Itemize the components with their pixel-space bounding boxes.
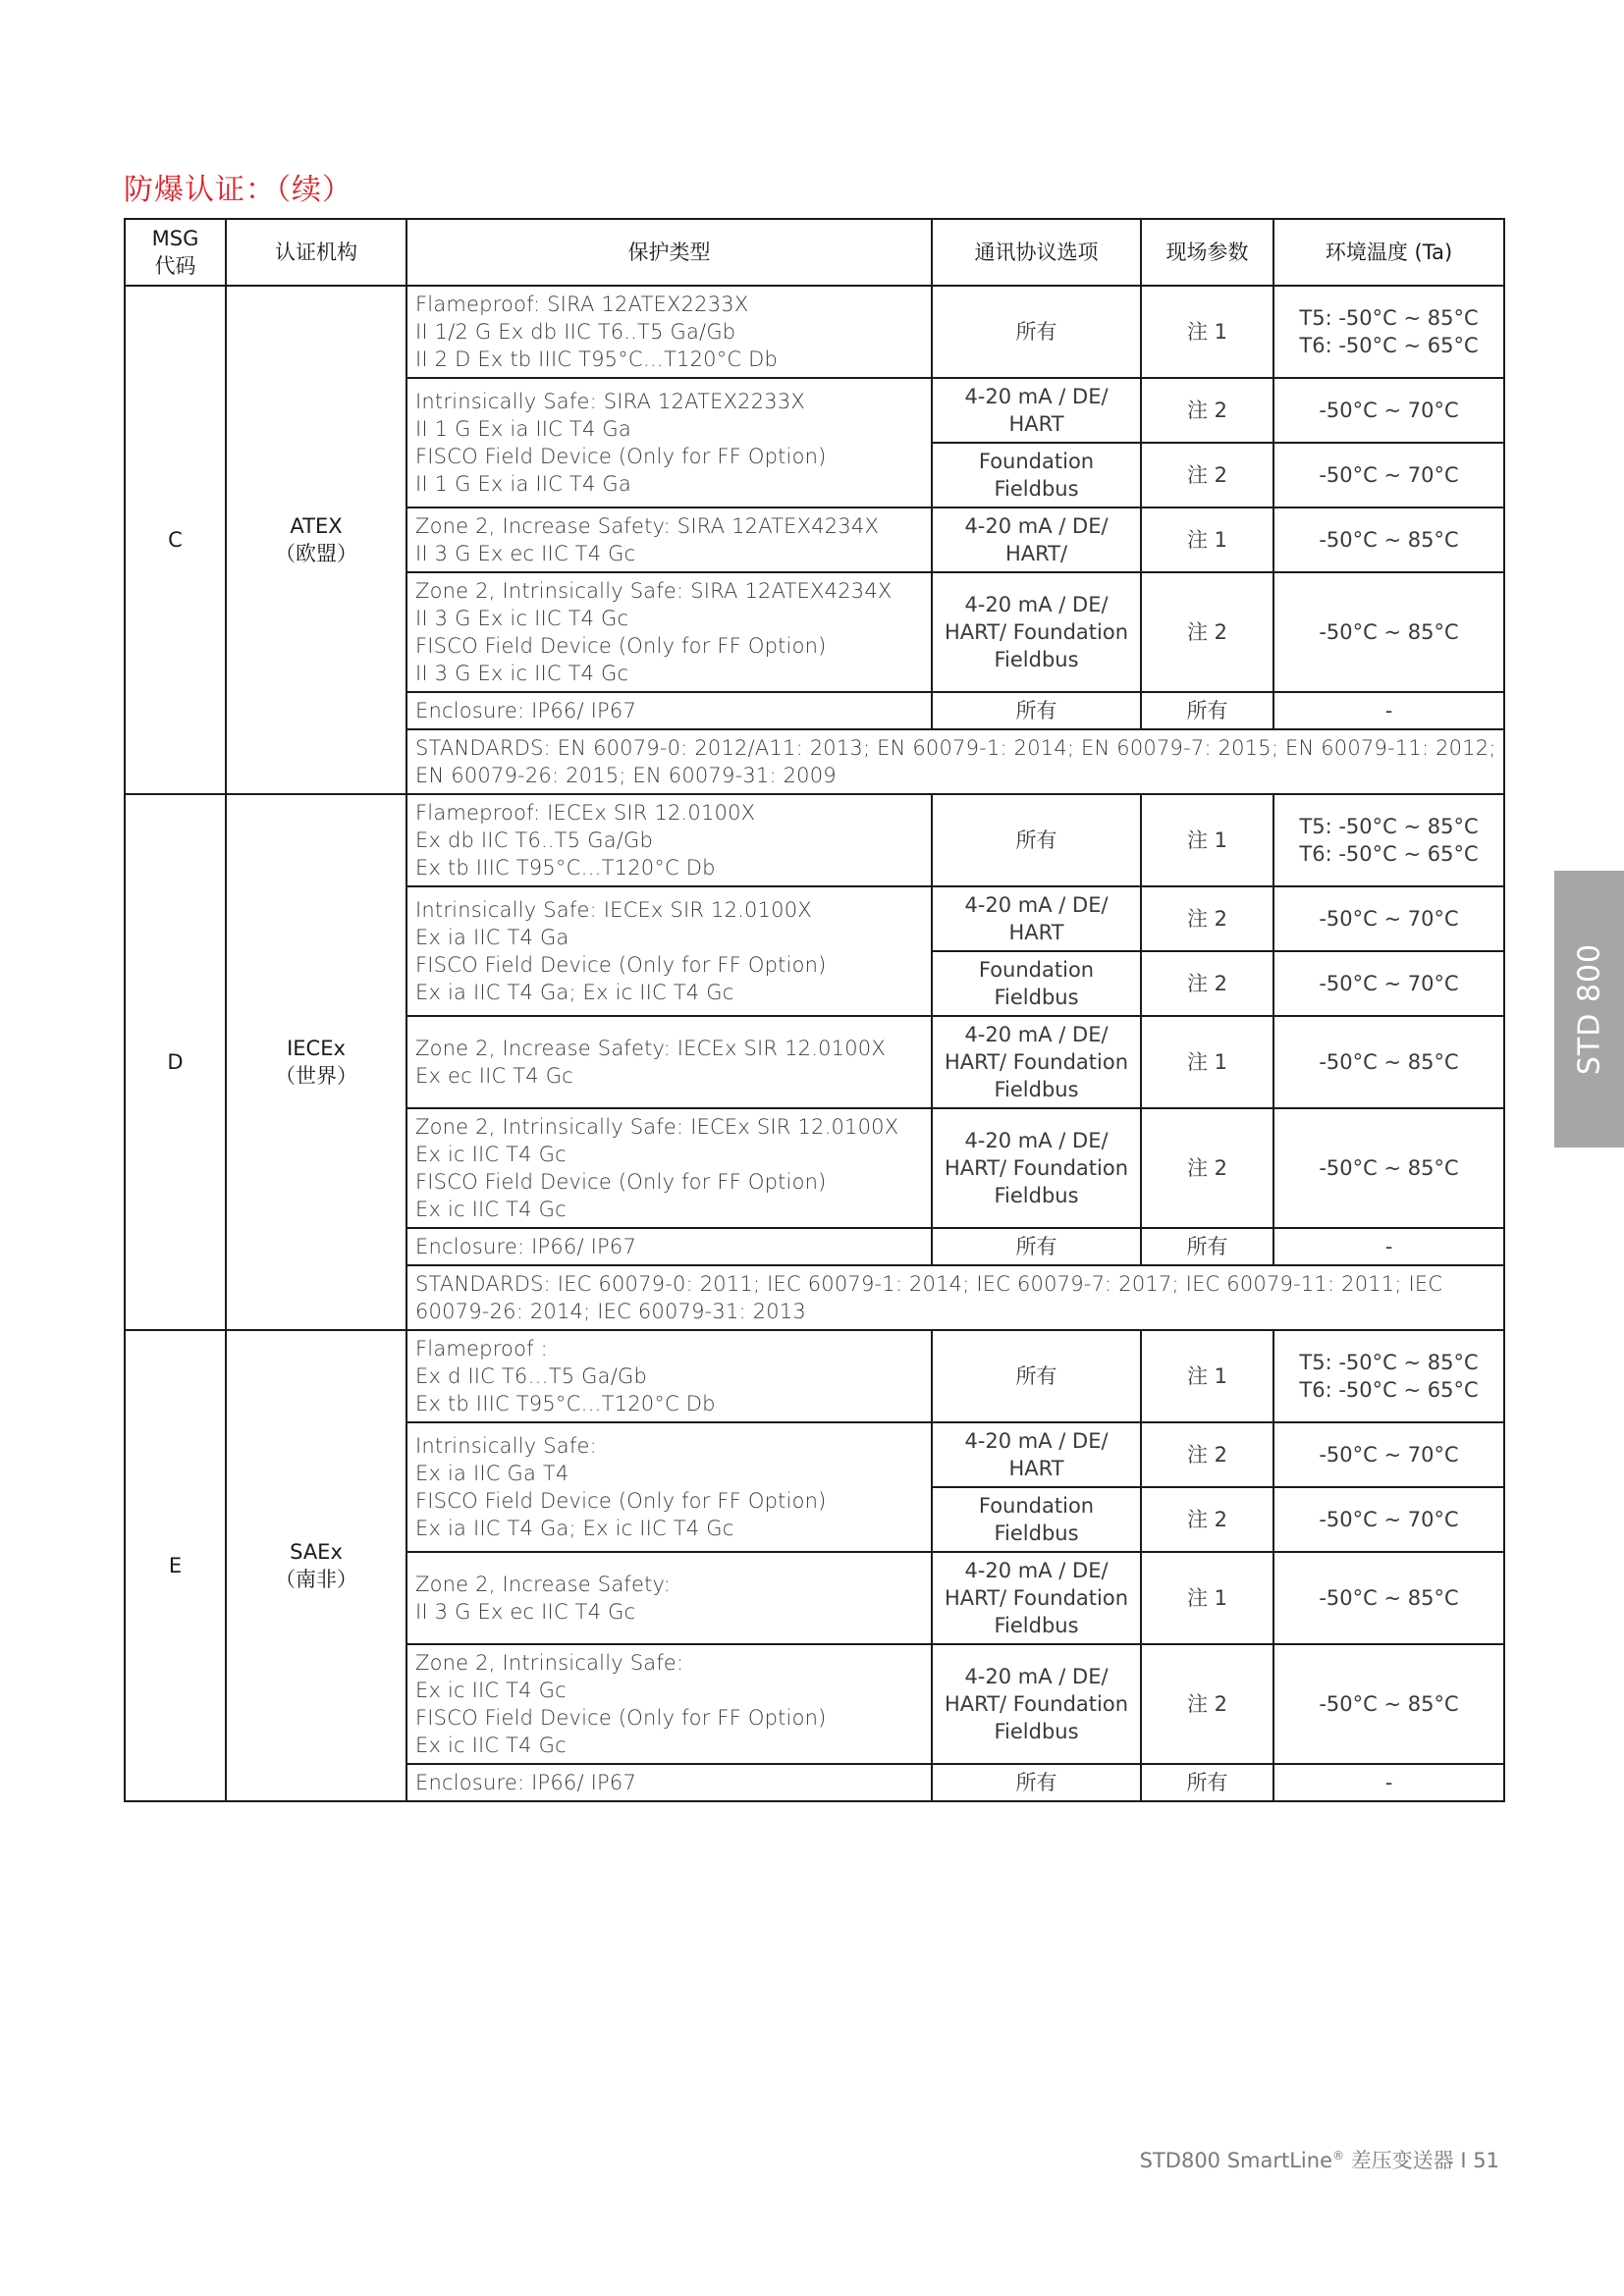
table-header-row	[125, 219, 1504, 286]
cell-line: 4-20 mA / DE/	[964, 593, 1109, 616]
field-param-cell: 注 2	[1141, 886, 1273, 951]
comm-option-cell	[932, 443, 1141, 507]
cell-line: Foundation	[978, 958, 1095, 982]
cell-line: Ex ia IIC T4 Ga	[415, 926, 569, 949]
cell-line: 4-20 mA / DE/	[964, 1429, 1109, 1453]
ambient-temp-cell	[1273, 951, 1504, 1016]
cell-line: Ex tb IIIC T95°C…T120°C Db	[415, 1392, 716, 1415]
ambient-temp-cell	[1273, 1016, 1504, 1108]
field-param-cell: 注 2	[1141, 1108, 1273, 1228]
protection-type-cell	[406, 1552, 932, 1644]
cell-line: II 2 D Ex tb IIIC T95°C…T120°C Db	[415, 347, 779, 371]
page-title: 防爆认证：（续）	[124, 173, 352, 207]
comm-option-cell	[932, 1228, 1141, 1265]
cell-line: Zone 2, Increase Safety: SIRA 12ATEX4234X	[415, 514, 880, 538]
ambient-temp-cell	[1273, 1422, 1504, 1487]
cell-line: -50°C ~ 70°C	[1319, 399, 1459, 422]
cell-line: Flameproof :	[415, 1337, 548, 1361]
comm-option-cell	[932, 1552, 1141, 1644]
protection-type-cell	[406, 1228, 932, 1265]
ambient-temp-cell	[1273, 794, 1504, 886]
field-param-cell: 注 2	[1141, 1487, 1273, 1552]
authority-name: IECEx	[287, 1037, 346, 1060]
cell-line: T5: -50°C ~ 85°C	[1299, 815, 1479, 838]
ambient-temp-cell	[1273, 378, 1504, 443]
cell-line: -50°C ~ 85°C	[1319, 1050, 1459, 1074]
comm-option-cell	[932, 286, 1141, 378]
field-param-cell: 注 2	[1141, 1422, 1273, 1487]
msg-code-cell: C	[125, 286, 226, 794]
msg-code-cell: E	[125, 1330, 226, 1801]
cell-line: Fieldbus	[994, 1522, 1079, 1545]
cell-line: -50°C ~ 70°C	[1319, 1508, 1459, 1531]
cell-line: FISCO Field Device (Only for FF Option)	[415, 634, 827, 658]
ambient-temp-cell	[1273, 886, 1504, 951]
cell-line: Fieldbus	[994, 477, 1079, 501]
authority-name: ATEX	[290, 514, 343, 538]
protection-type-cell	[406, 886, 932, 1016]
footer-registered-mark: ®	[1332, 2149, 1344, 2163]
ambient-temp-cell	[1273, 286, 1504, 378]
cell-line: FISCO Field Device (Only for FF Option)	[415, 1489, 827, 1513]
cell-line: HART/ Foundation	[944, 1050, 1129, 1074]
cell-line: Intrinsically Safe: IECEx SIR 12.0100X	[415, 898, 812, 922]
cell-line: 所有	[1015, 1771, 1057, 1794]
cell-line: Zone 2, Intrinsically Safe:	[415, 1651, 684, 1675]
page-footer	[1140, 2145, 1499, 2174]
field-param-cell: 注 1	[1141, 1552, 1273, 1644]
comm-option-cell	[932, 1330, 1141, 1422]
field-param-cell: 注 1	[1141, 1330, 1273, 1422]
protection-type-cell	[406, 692, 932, 729]
comm-option-cell	[932, 1422, 1141, 1487]
cell-line: 4-20 mA / DE/	[964, 1129, 1109, 1152]
cell-line: HART/	[1004, 542, 1068, 565]
comm-option-cell	[932, 507, 1141, 572]
protection-type-cell	[406, 1644, 932, 1764]
protection-type-cell	[406, 1330, 932, 1422]
cell-line: Flameproof: IECEx SIR 12.0100X	[415, 801, 756, 825]
field-param-cell: 注 1	[1141, 794, 1273, 886]
authority-region: （欧盟）	[275, 542, 357, 565]
cell-line: HART/ Foundation	[944, 1692, 1129, 1716]
cell-line: T6: -50°C ~ 65°C	[1299, 1378, 1479, 1402]
field-param-cell: 注 2	[1141, 378, 1273, 443]
cell-line: Fieldbus	[994, 1614, 1079, 1637]
field-param-cell: 注 1	[1141, 286, 1273, 378]
cell-line: T5: -50°C ~ 85°C	[1299, 1351, 1479, 1374]
cell-line: Zone 2, Intrinsically Safe: IECEx SIR 12.0100X	[415, 1115, 899, 1139]
ambient-temp-cell	[1273, 1552, 1504, 1644]
cell-line: -50°C ~ 85°C	[1319, 620, 1459, 644]
msg-code-cell: D	[125, 794, 226, 1330]
table-row	[125, 794, 1504, 886]
cell-line: 4-20 mA / DE/	[964, 893, 1109, 917]
comm-option-cell	[932, 692, 1141, 729]
cell-line: Ex ic IIC T4 Gc	[415, 1734, 567, 1757]
cell-line: Ex ic IIC T4 Gc	[415, 1198, 567, 1221]
cell-line: T6: -50°C ~ 65°C	[1299, 842, 1479, 866]
cell-line: T6: -50°C ~ 65°C	[1299, 334, 1479, 357]
ambient-temp-cell	[1273, 1487, 1504, 1552]
cell-line: 所有	[1015, 828, 1057, 852]
cell-line: Ex d IIC T6…T5 Ga/Gb	[415, 1364, 647, 1388]
cell-line: II 1 G Ex ia IIC T4 Ga	[415, 472, 631, 496]
comm-option-cell	[932, 572, 1141, 692]
ambient-temp-cell	[1273, 692, 1504, 729]
cell-line: Ex ia IIC T4 Ga; Ex ic IIC T4 Gc	[415, 981, 734, 1004]
cell-line: EN 60079-26: 2015; EN 60079-31: 2009	[415, 764, 837, 787]
field-param-cell: 所有	[1141, 1228, 1273, 1265]
ambient-temp-cell	[1273, 572, 1504, 692]
cell-line: 4-20 mA / DE/	[964, 514, 1109, 538]
cell-line: Zone 2, Increase Safety:	[415, 1573, 671, 1596]
field-param-cell: 注 2	[1141, 951, 1273, 1016]
field-param-cell: 注 2	[1141, 572, 1273, 692]
comm-option-cell	[932, 1764, 1141, 1801]
cell-line: -50°C ~ 85°C	[1319, 1692, 1459, 1716]
cell-line: II 3 G Ex ic IIC T4 Gc	[415, 662, 629, 685]
cell-line: II 3 G Ex ic IIC T4 Gc	[415, 607, 629, 630]
cell-line: Ex ec IIC T4 Gc	[415, 1064, 573, 1088]
cell-line: HART/ Foundation	[944, 620, 1129, 644]
side-tab	[1554, 871, 1624, 1148]
protection-type-cell	[406, 1108, 932, 1228]
header-protection-type: 保护类型	[406, 219, 932, 286]
cell-line: -50°C ~ 85°C	[1319, 528, 1459, 552]
cell-line: FISCO Field Device (Only for FF Option)	[415, 445, 827, 468]
cell-line: Foundation	[978, 450, 1095, 473]
cell-line: Ex db IIC T6..T5 Ga/Gb	[415, 828, 654, 852]
cell-line: Fieldbus	[994, 986, 1079, 1009]
cell-line: HART	[1008, 921, 1064, 944]
cell-line: Zone 2, Intrinsically Safe: SIRA 12ATEX4234X	[415, 579, 893, 603]
authority-region: （世界）	[275, 1064, 357, 1088]
authority-name: SAEx	[290, 1540, 343, 1564]
comm-option-cell	[932, 1016, 1141, 1108]
authority-cell	[226, 794, 406, 1330]
cell-line: 60079-26: 2014; IEC 60079-31: 2013	[415, 1300, 806, 1323]
table-body	[125, 286, 1504, 1801]
cell-line: -50°C ~ 70°C	[1319, 463, 1459, 487]
comm-option-cell	[932, 886, 1141, 951]
protection-type-cell	[406, 1016, 932, 1108]
protection-type-cell	[406, 572, 932, 692]
cell-line: HART/ Foundation	[944, 1156, 1129, 1180]
cell-line: T5: -50°C ~ 85°C	[1299, 306, 1479, 330]
protection-type-cell	[406, 794, 932, 886]
footer-page-number: 51	[1473, 2149, 1499, 2172]
field-param-cell: 注 2	[1141, 1644, 1273, 1764]
cell-line: -50°C ~ 85°C	[1319, 1156, 1459, 1180]
comm-option-cell	[932, 794, 1141, 886]
cell-line: -	[1384, 1771, 1393, 1794]
cell-line: FISCO Field Device (Only for FF Option)	[415, 953, 827, 977]
comm-option-cell	[932, 378, 1141, 443]
cell-line: Intrinsically Safe: SIRA 12ATEX2233X	[415, 390, 806, 413]
cell-line: Ex ic IIC T4 Gc	[415, 1143, 567, 1166]
ambient-temp-cell	[1273, 1108, 1504, 1228]
ambient-temp-cell	[1273, 1330, 1504, 1422]
cell-line: Ex ia IIC T4 Ga; Ex ic IIC T4 Gc	[415, 1517, 734, 1540]
footer-description: 差压变送器	[1350, 2149, 1454, 2172]
authority-cell	[226, 286, 406, 794]
comm-option-cell	[932, 1487, 1141, 1552]
header-field-params: 现场参数	[1141, 219, 1273, 286]
protection-type-cell	[406, 286, 932, 378]
cell-line: Fieldbus	[994, 1720, 1079, 1743]
footer-separator: I	[1460, 2149, 1467, 2172]
comm-option-cell	[932, 1644, 1141, 1764]
cell-line: 4-20 mA / DE/	[964, 1665, 1109, 1688]
cell-line: Enclosure: IP66/ IP67	[415, 1771, 637, 1794]
authority-region: （南非）	[275, 1568, 357, 1591]
cell-line: Intrinsically Safe:	[415, 1434, 597, 1458]
table-row	[125, 1330, 1504, 1422]
cell-line: FISCO Field Device (Only for FF Option)	[415, 1170, 827, 1194]
cell-line: 所有	[1015, 1364, 1057, 1388]
cell-line: Foundation	[978, 1494, 1095, 1518]
cell-line: HART	[1008, 412, 1064, 436]
standards-cell	[406, 729, 1504, 794]
cell-line: 4-20 mA / DE/	[964, 1559, 1109, 1582]
ambient-temp-cell	[1273, 443, 1504, 507]
cell-line: Ex ia IIC Ga T4	[415, 1462, 569, 1485]
cell-line: 所有	[1015, 699, 1057, 722]
protection-type-cell	[406, 1422, 932, 1552]
cell-line: -50°C ~ 70°C	[1319, 907, 1459, 931]
cell-line: II 1/2 G Ex db IIC T6..T5 Ga/Gb	[415, 320, 736, 344]
cell-line: Flameproof: SIRA 12ATEX2233X	[415, 293, 749, 316]
cell-line: -	[1384, 699, 1393, 722]
cell-line: 所有	[1015, 1235, 1057, 1258]
comm-option-cell	[932, 1108, 1141, 1228]
cell-line: Ex tb IIIC T95°C…T120°C Db	[415, 856, 716, 880]
header-authority: 认证机构	[226, 219, 406, 286]
cell-line: II 3 G Ex ec IIC T4 Gc	[415, 1600, 636, 1624]
cell-line: Fieldbus	[994, 1078, 1079, 1101]
field-param-cell: 注 2	[1141, 443, 1273, 507]
header-msg-code: MSG 代码	[125, 219, 226, 286]
field-param-cell: 注 1	[1141, 1016, 1273, 1108]
ambient-temp-cell	[1273, 1764, 1504, 1801]
cell-line: 所有	[1015, 320, 1057, 344]
cell-line: Enclosure: IP66/ IP67	[415, 1235, 637, 1258]
cell-line: -50°C ~ 70°C	[1319, 1443, 1459, 1467]
standards-cell	[406, 1265, 1504, 1330]
cell-line: Fieldbus	[994, 1184, 1079, 1207]
comm-option-cell	[932, 951, 1141, 1016]
cell-line: 4-20 mA / DE/	[964, 385, 1109, 408]
field-param-cell: 所有	[1141, 692, 1273, 729]
cell-line: FISCO Field Device (Only for FF Option)	[415, 1706, 827, 1730]
footer-product: STD800 SmartLine	[1139, 2149, 1332, 2172]
cell-line: HART	[1008, 1457, 1064, 1480]
cell-line: STANDARDS: IEC 60079-0: 2011; IEC 60079-1: 2014; IEC 60079-7: 2017; IEC 60079-11: 2011; IEC	[415, 1272, 1443, 1296]
cell-line: II 3 G Ex ec IIC T4 Gc	[415, 542, 636, 565]
protection-type-cell	[406, 507, 932, 572]
header-comm-options: 通讯协议选项	[932, 219, 1141, 286]
authority-cell	[226, 1330, 406, 1801]
ambient-temp-cell	[1273, 1644, 1504, 1764]
cell-line: Zone 2, Increase Safety: IECEx SIR 12.0100X	[415, 1037, 886, 1060]
cell-line: Ex ic IIC T4 Gc	[415, 1679, 567, 1702]
cell-line: -50°C ~ 85°C	[1319, 1586, 1459, 1610]
side-tab-label: STD 800	[1572, 942, 1606, 1076]
protection-type-cell	[406, 1764, 932, 1801]
cell-line: II 1 G Ex ia IIC T4 Ga	[415, 417, 631, 441]
field-param-cell: 所有	[1141, 1764, 1273, 1801]
cell-line: 4-20 mA / DE/	[964, 1023, 1109, 1046]
ambient-temp-cell	[1273, 1228, 1504, 1265]
cell-line: Fieldbus	[994, 648, 1079, 671]
cell-line: Enclosure: IP66/ IP67	[415, 699, 637, 722]
cell-line: -50°C ~ 70°C	[1319, 972, 1459, 995]
protection-type-cell	[406, 378, 932, 507]
certification-table	[124, 218, 1505, 1802]
cell-line: STANDARDS: EN 60079-0: 2012/A11: 2013; EN 60079-1: 2014; EN 60079-7: 2015; EN 60079-11: 2012;	[415, 736, 1496, 760]
ambient-temp-cell	[1273, 507, 1504, 572]
cell-line: -	[1384, 1235, 1393, 1258]
field-param-cell: 注 1	[1141, 507, 1273, 572]
cell-line: HART/ Foundation	[944, 1586, 1129, 1610]
table-row	[125, 286, 1504, 378]
header-ambient-temp: 环境温度 (Ta)	[1273, 219, 1504, 286]
